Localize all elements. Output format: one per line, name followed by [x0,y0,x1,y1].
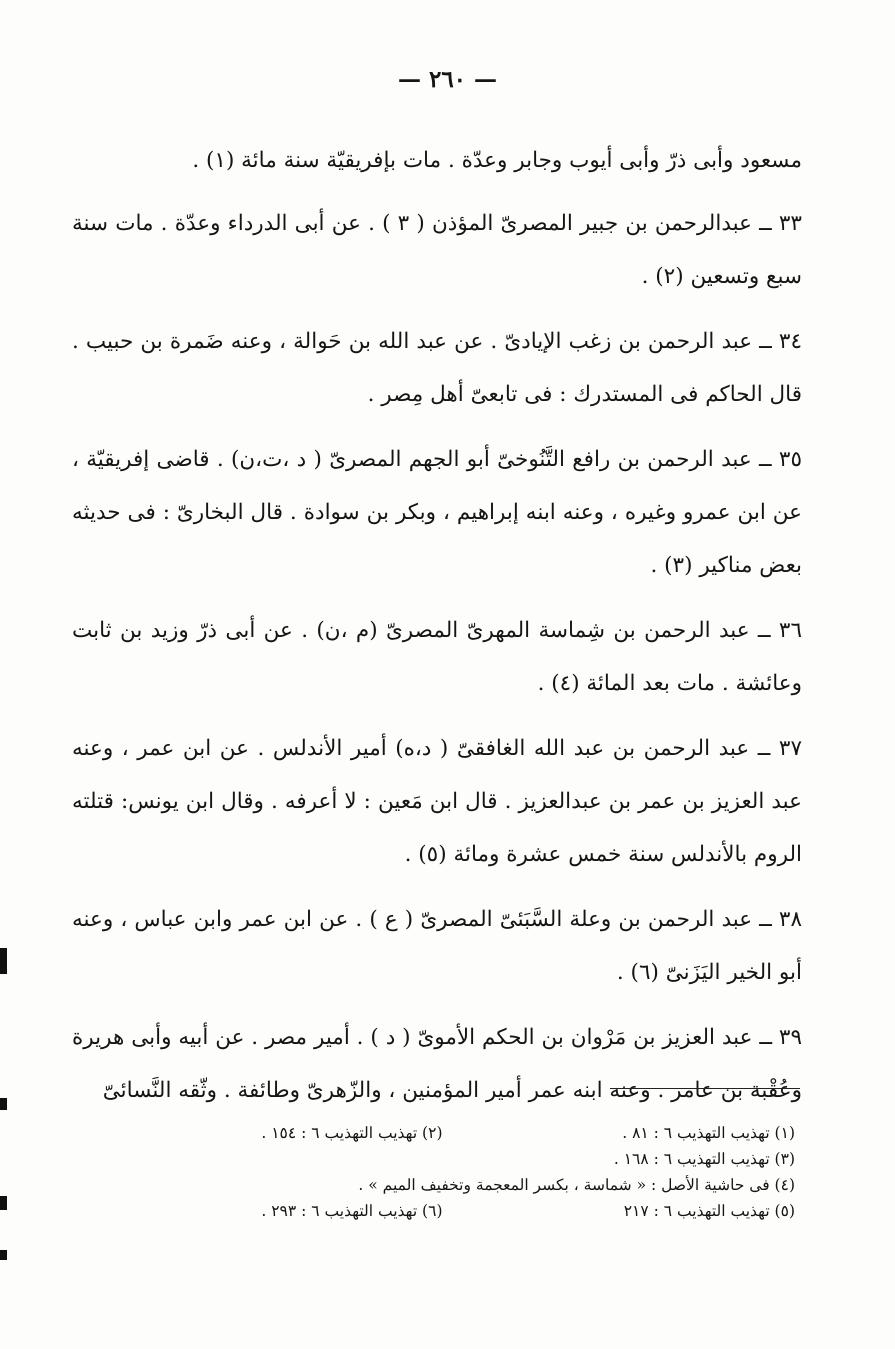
footnote-row [90,1172,795,1198]
footnote-4: (٤) فى حاشية الأصل : « شماسة ، بكسر المعجمة وتخفيف الميم » . [358,1176,795,1194]
scan-edge-mark [0,1250,7,1260]
entry-33: ٣٣ ــ عبدالرحمن بن جبير المصرىّ المؤذن ( ٣ ) . عن أبى الدرداء وعدّة . مات سنة سبع وتسعين (٢) . [72,211,802,289]
footnote-row [90,1120,795,1146]
entry-37: ٣٧ ــ عبد الرحمن بن عبد الله الغافقىّ ( د،ه) أمير الأندلس . عن ابن عمر ، وعنه عبد العزيز بن عمر بن عبدالعزيز . قال ابن مَعين : لا أعرفه . وقال ابن يونس: قتلته الروم بالأندلس سنة خمس عشرة ومائة (٥) . [72,736,802,867]
footnotes [90,1120,795,1224]
footnote-3: (٣) تهذيب التهذيب ٦ : ١٦٨ . [613,1150,795,1168]
footnote-1: (١) تهذيب التهذيب ٦ : ٨١ . [622,1124,795,1142]
entry-39: ٣٩ ــ عبد العزيز بن مَرْوان بن الحكم الأموىّ ( د ) . أمير مصر . عن أبيه وأبى هريرة وعُقْبة بن عامر . وعنه ابنه عمر أمير المؤمنين ، والزّهرىّ وطائفة . وثّقه النَّسائىّ [72,1025,802,1103]
scan-edge-mark [0,1098,7,1110]
scan-edge-mark [0,1196,7,1210]
paragraph-continuation: مسعود وأبى ذرّ وأبى أيوب وجابر وعدّة . مات بإفريقيّة سنة مائة (١) . [192,148,802,173]
footnote-5: (٥) تهذيب التهذيب ٦ : ٢١٧ [623,1202,795,1220]
scan-edge-mark [0,948,7,974]
footnote-2: (٢) تهذيب التهذيب ٦ : ١٥٤ . [261,1124,443,1142]
footnote-row [90,1198,795,1224]
main-text [72,134,802,1129]
entry-36: ٣٦ ــ عبد الرحمن بن شِماسة المهرىّ المصرىّ (م ،ن) . عن أبى ذرّ وزيد بن ثابت وعائشة . مات بعد المائة (٤) . [72,618,802,696]
entry-34: ٣٤ ــ عبد الرحمن بن زغب الإيادىّ . عن عبد الله بن حَوالة ، وعنه ضَمرة بن حبيب . قال الحاكم فى المستدرك : فى تابعىّ أهل مِصر . [72,329,802,407]
page-number: — ٢٦٠ — [397,66,498,93]
entry-38: ٣٨ ــ عبد الرحمن بن وعلة السَّبَئىّ المصرىّ ( ع ) . عن ابن عمر وابن عباس ، وعنه أبو الخير اليَزَنىّ (٦) . [72,907,802,985]
footnote-row [90,1146,795,1172]
footnote-divider [610,1088,800,1089]
entry-35: ٣٥ ــ عبد الرحمن بن رافع التَّنُوخىّ أبو الجهم المصرىّ ( د ،ت،ن) . قاضى إفريقيّة ، عن ابن عمرو وغيره ، وعنه ابنه إبراهيم ، وبكر بن سوادة . قال البخارىّ : فى حديثه بعض مناكير (٣) . [72,447,802,578]
footnote-6: (٦) تهذيب التهذيب ٦ : ٢٩٣ . [261,1202,443,1220]
